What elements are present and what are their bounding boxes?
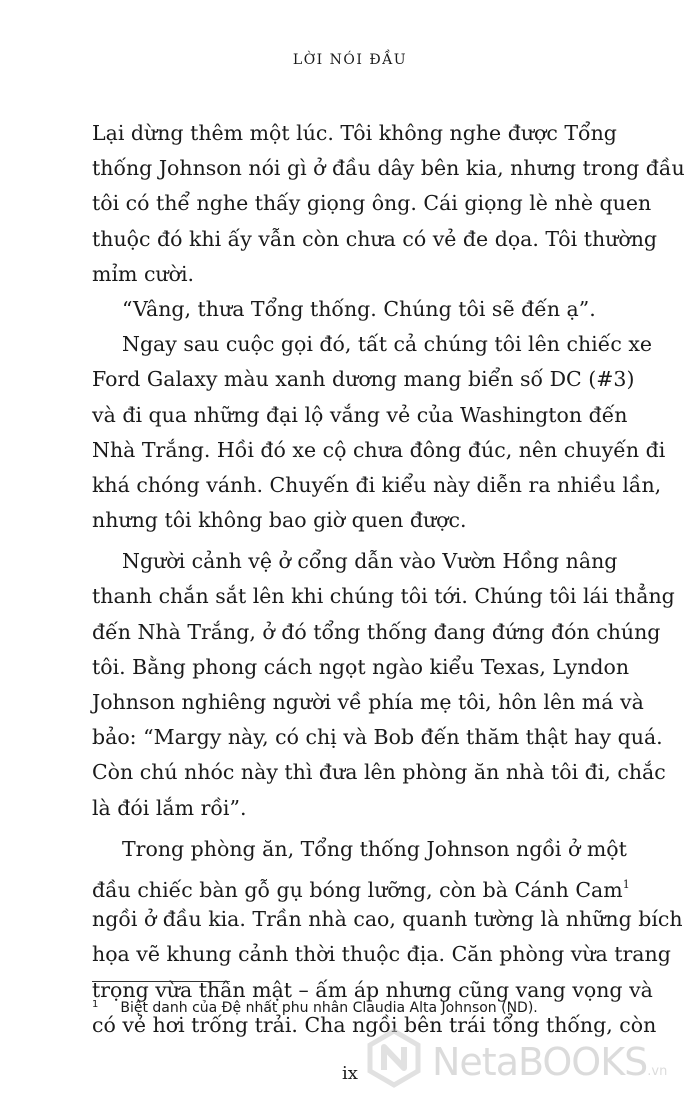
text-line: thanh chắn sắt lên khi chúng tôi tới. Chúng tôi lái thẳng (92, 584, 675, 609)
text-line: mỉm cười. (92, 261, 195, 286)
text-line: Người cảnh vệ ở cổng dẫn vào Vườn Hồng nâng (122, 549, 618, 574)
text-line: thống Johnson nói gì ở đầu dây bên kia, nhưng trong đầu (92, 156, 685, 181)
watermark-logo-icon (364, 1028, 424, 1088)
text-line-content: đầu chiếc bàn gỗ gụ bóng lưỡng, còn bà Cánh Cam (92, 877, 623, 902)
text-line: có vẻ hơi trống trải. Cha ngồi bên trái tổng thống, còn (92, 1012, 657, 1037)
watermark-text (432, 1040, 667, 1084)
text-line: trọng vừa thân mật – ấm áp nhưng cũng vang vọng và (92, 977, 653, 1002)
text-line: Còn chú nhóc này thì đưa lên phòng ăn nhà tôi đi, chắc (92, 760, 666, 785)
text-line: bảo: “Margy này, có chị và Bob đến thăm thật hay quá. (92, 725, 663, 750)
text-line: Nhà Trắng. Hồi đó xe cộ chưa đông đúc, nên chuyến đi (92, 437, 666, 462)
body-text (92, 116, 685, 1043)
text-line: tôi. Bằng phong cách ngọt ngào kiểu Texas, Lyndon (92, 654, 630, 679)
text-line: đến Nhà Trắng, ở đó tổng thống đang đứng đón chúng (92, 619, 661, 644)
text-line: tôi có thể nghe thấy giọng ông. Cái giọng lè nhè quen (92, 191, 652, 216)
footnote-divider (92, 981, 230, 982)
text-line: khá chóng vánh. Chuyến đi kiểu này diễn ra nhiều lần, (92, 472, 662, 497)
text-line: Johnson nghiêng người về phía mẹ tôi, hôn lên má và (92, 690, 644, 714)
running-head: LỜI NÓI ĐẦU (292, 52, 408, 68)
page-number: ix (342, 1063, 358, 1084)
footnote (92, 999, 612, 1016)
text-line: thuộc đó khi ấy vẫn còn chưa có vẻ đe dọa. Tôi thường (92, 226, 658, 251)
text-line (92, 867, 630, 902)
watermark-suffix: .vn (647, 1064, 668, 1079)
text-line: Ford Galaxy màu xanh dương mang biển số DC (#3) (92, 367, 635, 392)
text-line: họa vẽ khung cảnh thời thuộc địa. Căn phòng vừa trang (92, 942, 671, 967)
text-line: Ngay sau cuộc gọi đó, tất cả chúng tôi lên chiếc xe (122, 332, 653, 357)
footnote-number: 1 (92, 999, 99, 1010)
text-line: Lại dừng thêm một lúc. Tôi không nghe được Tổng (92, 121, 617, 145)
text-line: ngồi ở đầu kia. Trần nhà cao, quanh tường là những bích (92, 907, 683, 932)
footnote-reference[interactable]: 1 (622, 877, 630, 891)
text-line: là đói lắm rồi”. (92, 795, 247, 820)
watermark-brand: NetaBOOKS (432, 1040, 648, 1084)
text-line: nhưng tôi không bao giờ quen được. (92, 508, 467, 533)
footnote-text: Biệt danh của Đệ nhất phu nhân Claudia Alta Johnson (ND). (120, 1000, 538, 1016)
watermark (360, 1024, 700, 1094)
text-line: và đi qua những đại lộ vắng vẻ của Washington đến (92, 402, 628, 427)
text-line: Trong phòng ăn, Tổng thống Johnson ngồi ở một (122, 836, 627, 861)
text-line: “Vâng, thưa Tổng thống. Chúng tôi sẽ đến ạ”. (122, 296, 596, 321)
